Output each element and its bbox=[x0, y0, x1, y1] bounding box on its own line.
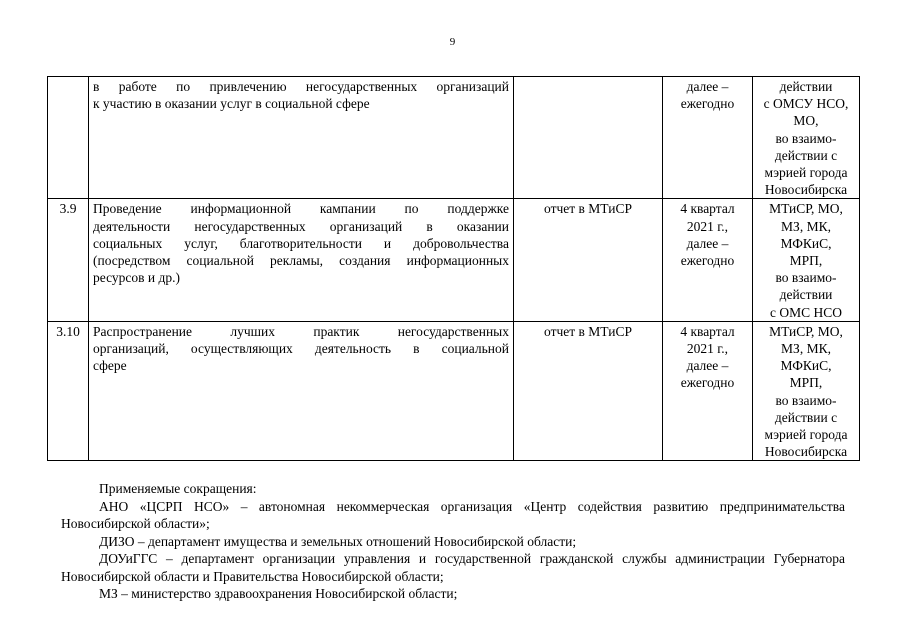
abbreviations-heading: Применяемые сокращения: bbox=[99, 481, 257, 496]
executor-line: МРП, bbox=[789, 375, 823, 391]
row-number bbox=[48, 77, 89, 199]
page-number: 9 bbox=[449, 36, 456, 48]
measure-text bbox=[89, 321, 514, 461]
table-row bbox=[48, 199, 860, 321]
text-line: Распространение лучших практик негосударственных bbox=[93, 323, 509, 339]
report-form: отчет в МТиСР bbox=[514, 321, 663, 461]
row-number: 3.10 bbox=[48, 321, 89, 461]
text-line: к участию в оказании услуг в социальной сфере bbox=[93, 96, 370, 112]
text-line: Проведение информационной кампании по поддержке bbox=[93, 201, 509, 217]
executors bbox=[753, 199, 860, 321]
text-line: в работе по привлечению негосударственных организаций bbox=[93, 79, 509, 94]
executor-line: Новосибирска bbox=[764, 182, 848, 198]
text-line: организаций, осуществляющих деятельность в социальной bbox=[93, 341, 509, 357]
deadline bbox=[663, 77, 753, 199]
term-line: далее – bbox=[686, 358, 729, 374]
row-number: 3.9 bbox=[48, 199, 89, 321]
executors bbox=[753, 77, 860, 199]
executor-line: действии bbox=[779, 287, 833, 303]
executor-line: во взаимо- bbox=[775, 130, 837, 146]
executor-line: МРП, bbox=[789, 253, 823, 269]
text-line: социальных услуг, благотворительности и добровольчества bbox=[93, 235, 509, 251]
term-line: ежегодно bbox=[680, 375, 735, 391]
table-row bbox=[48, 77, 860, 199]
term-line: ежегодно bbox=[680, 253, 735, 269]
term-line: далее – bbox=[686, 79, 729, 94]
report-form: отчет в МТиСР bbox=[514, 199, 663, 321]
abbreviation-item: АНО «ЦСРП НСО» – автономная некоммерческая организация «Центр содействия развитию предпринимательства Новосибирской области»; bbox=[61, 498, 845, 531]
executor-line: во взаимо- bbox=[775, 392, 837, 408]
executor-line: МФКиС, bbox=[780, 235, 832, 251]
executor-line: с ОМСУ НСО, bbox=[763, 96, 849, 112]
text-line: сфере bbox=[93, 358, 127, 374]
executor-line: МТиСР, МО, bbox=[769, 201, 843, 217]
abbreviation-item: ДОУиГГС – департамент организации управления и государственной гражданской службы администрации Губернатора Новосибирской области и Правительства Новосибирской области; bbox=[61, 551, 845, 584]
executor-line: МТиСР, МО, bbox=[769, 323, 843, 339]
term-line: ежегодно bbox=[680, 96, 735, 112]
executor-line: МО, bbox=[793, 113, 819, 129]
executor-line: во взаимо- bbox=[775, 270, 837, 286]
term-line: 4 квартал bbox=[680, 323, 735, 339]
deadline bbox=[663, 321, 753, 461]
executor-line: МФКиС, bbox=[780, 358, 832, 374]
abbreviations-section bbox=[61, 480, 845, 603]
executor-line: действии с bbox=[774, 409, 838, 425]
executor-line: действии bbox=[779, 79, 833, 94]
executors bbox=[753, 321, 860, 461]
measure-text bbox=[89, 77, 514, 199]
term-line: 2021 г., bbox=[686, 341, 729, 357]
measure-text bbox=[89, 199, 514, 321]
deadline bbox=[663, 199, 753, 321]
executor-line: действии с bbox=[774, 147, 838, 163]
term-line: 2021 г., bbox=[686, 218, 729, 234]
executor-line: МЗ, МК, bbox=[781, 218, 831, 234]
executor-line: с ОМС НСО bbox=[769, 304, 842, 320]
term-line: далее – bbox=[686, 235, 729, 251]
executor-line: мэрией города bbox=[764, 165, 848, 181]
table-row bbox=[48, 321, 860, 461]
report-form bbox=[514, 77, 663, 199]
executor-line: мэрией города bbox=[764, 427, 848, 443]
text-line: (посредством социальной рекламы, создания информационных bbox=[93, 253, 509, 269]
text-line: деятельности негосударственных организаций в оказании bbox=[93, 218, 509, 234]
measures-table bbox=[47, 76, 860, 461]
executor-line: Новосибирска bbox=[764, 444, 848, 460]
executor-line: МЗ, МК, bbox=[781, 341, 831, 357]
text-line: ресурсов и др.) bbox=[93, 270, 180, 286]
term-line: 4 квартал bbox=[680, 201, 735, 217]
abbreviation-item: ДИЗО – департамент имущества и земельных отношений Новосибирской области; bbox=[99, 533, 577, 549]
abbreviation-item: МЗ – министерство здравоохранения Новосибирской области; bbox=[99, 586, 458, 601]
